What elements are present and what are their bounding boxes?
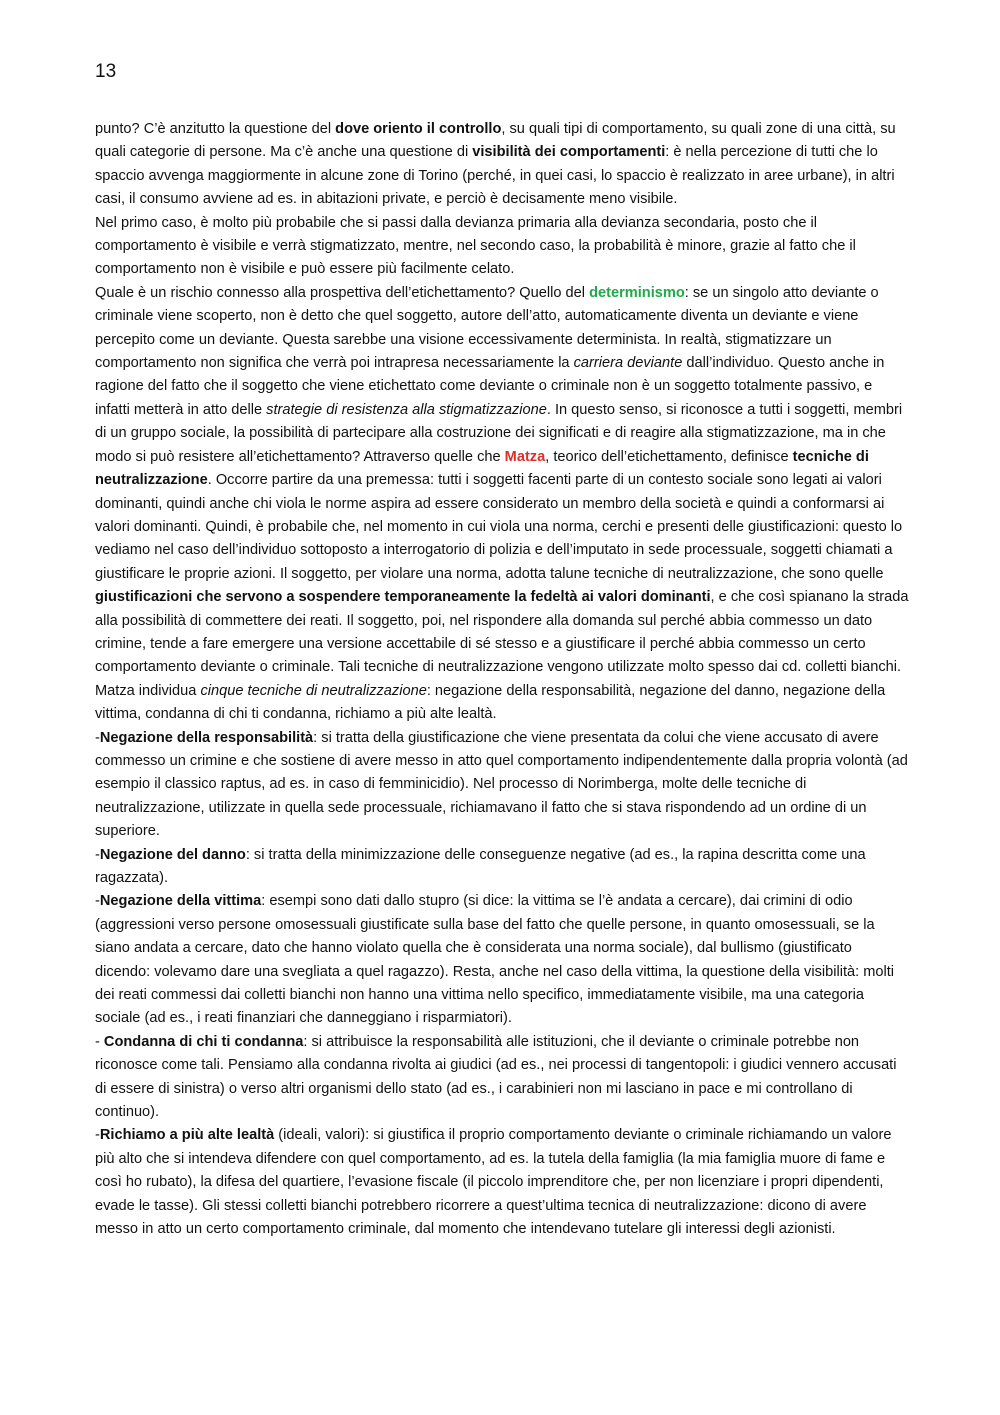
list-dash: - [95,893,100,910]
list-dash: - [95,846,100,863]
text-run: , teorico dell’etichettamento, definisce [545,448,793,465]
bold-term: tecniche di neutralizzazione [95,448,869,489]
text-run: (ideali, valori): si giustifica il proprio comportamento deviante o criminale richiamando un valore più alto che si intendeva difendere con quel comportamento, ad es. la tutela della famiglia (la mia famiglia muore di fame e così ho rubato), la difesa del quartiere, l’evasione fiscale (il piccolo imprenditore che, per non licenziare i propri dipendenti, evade le tasse). Gli stessi colletti bianchi potrebbero ricorrere a quest’ultima tecnica di neutralizzazione: dicono di avere messo in atto un certo comportamento criminale, dal momento che intendevano tutelare gli interessi degli azionisti. [95,1127,892,1238]
highlight-name-red: Matza [504,448,546,465]
text-run: dall’individuo. Questo anche in ragione del fatto che il soggetto che viene etichettato come deviante o criminale non è un soggetto totalmente passivo, e infatti metterà in atto delle [95,355,885,418]
list-item-damage [95,844,909,891]
page-number: 13 [95,61,117,82]
list-item-responsibility [95,727,909,844]
paragraph-determinism [95,282,909,680]
text-run: Quale è un rischio connesso alla prospettiva dell’etichettamento? Quello del [95,284,590,301]
text-run: : esempi sono dati dallo stupro (si dice: la vittima se l’è andata a cercare), dai crimini di odio (aggressioni verso persone omosessuali giustificate sulla base del fatto che quelle persone, in quanto omosessuali, se la siano andata a cercare, dato che hanno violato quella che è considerata una norma sociale), dal bullismo (giustificato dicendo: volevamo dare una svegliata a quel ragazzo). Resta, anche nel caso della vittima, la questione della visibilità: molti dei reati commessi dai colletti bianchi non hanno una vittima nello specifico, immediatamente visibile, ma una categoria sociale (ad es., i reati finanziari che danneggiano i risparmiatori). [95,893,895,1027]
bold-term: visibilità dei comportamenti [472,144,666,161]
list-dash: - [95,729,100,746]
bold-term: Condanna di chi ti condanna [103,1033,304,1050]
document-body [95,118,909,1242]
paragraph-five-techniques [95,680,909,727]
text-run: : si attribuisce la responsabilità alle istituzioni, che il deviante o criminale potrebbe non riconosce come tali. Pensiamo alla condanna rivolta ai giudici (ad es., nei processi di tangentopoli: i giudici vennero accusati di essere di sinistra) o verso altri organismi dello stato (ad es., i carabinieri non mi lasciano in pace e mi controllano di continuo). [95,1033,897,1121]
bold-term: dove oriento il controllo [335,121,502,137]
list-item-loyalties [95,1124,909,1241]
bold-term: Negazione della responsabilità [99,729,314,746]
paragraph-visibility [95,118,909,212]
text-run: . In questo senso, si riconosce a tutti i soggetti, membri di un gruppo sociale, la possibilità di partecipare alla costruzione dei significati e di reagire alla stigmatizzazione, ma in che modo si può resistere all’etichettamento? Attraverso quelle che [95,401,903,465]
text-run: . Occorre partire da una premessa: tutti i soggetti facenti parte di un contesto sociale sono legati ai valori dominanti, quindi anche chi viola le norme aspira ad essere considerato un membro della società e quindi a conformarsi ai valori dominanti. Quindi, è probabile che, nel momento in cui viola una norma, cerchi e presenti delle giustificazioni: questo lo vediamo nel caso dell’individuo sottoposto a interrogatorio di polizia e dell’imputato in sede processuale, soggetti chiamati a giustificare le proprie azioni. Il soggetto, per violare una norma, adotta talune tecniche di neutralizzazione, che sono quelle [95,472,903,582]
italic-term: strategie di resistenza alla stigmatizzazione [266,401,547,418]
italic-term: cinque tecniche di neutralizzazione [200,682,427,699]
bold-term: Negazione del danno [99,846,246,863]
text-run: punto? C’è anzitutto la questione del [95,121,336,137]
text-run: , su quali tipi di comportamento, su quali zone di una città, su quali categorie di persone. Ma c’è anche una questione di [95,121,896,161]
text-run: : si tratta della giustificazione che viene presentata da colui che viene accusato di avere commesso un crimine e che sostiene di avere messo in atto quel comportamento indipendentemente dalla propria volontà (ad esempio il classico raptus, ad es. in caso di femminicidio). Nel processo di Norimberga, molte delle tecniche di neutralizzazione, utilizzate in quella sede processuale, richiamavano il fatto che si stava rispondendo ad un ordine di un superiore. [95,729,908,840]
list-dash: - [95,1033,104,1050]
text-run: Matza individua [95,682,201,699]
text-run: , e che così spianano la strada alla possibilità di commettere dei reati. Il soggetto, poi, nel rispondere alla domanda sul perché abbia commesso un dato crimine, tende a fare emergere una versione accettabile di sé stesso e a giustificare il perché abbia commesso un certo comportamento deviante o criminale. Tali tecniche di neutralizzazione vengono utilizzate molto spesso dai cd. colletti bianchi. [95,589,909,676]
text-run: : negazione della responsabilità, negazione del danno, negazione della vittima, condanna di chi ti condanna, richiamo a più alte lealtà. [95,682,886,723]
italic-term: carriera deviante [573,355,683,372]
text-run: : si tratta della minimizzazione delle conseguenze negative (ad es., la rapina descritta come una ragazzata). [95,846,866,886]
paragraph-primary-secondary: Nel primo caso, è molto più probabile che si passi dalla devianza primaria alla devianza secondaria, posto che il comportamento è visibile e verrà stigmatizzato, mentre, nel secondo caso, la probabilità è minore, grazie al fatto che il comportamento non è visibile e può essere più facilmente celato. [95,214,856,278]
bold-term: giustificazioni che servono a sospendere temporaneamente la fedeltà ai valori dominanti [95,589,711,606]
text-run: : se un singolo atto deviante o criminale viene scoperto, non è detto che quel soggetto, autore dell’atto, automaticamente diventa un deviante e viene percepito come un deviante. Questa sarebbe una visione eccessivamente determinista. In realtà, stigmatizzare un comportamento non significa che verrà poi intrapresa necessariamente la [95,284,879,372]
highlight-term-green: determinismo [589,284,685,301]
list-item-condemn [95,1031,909,1125]
text-run: : è nella percezione di tutti che lo spaccio avvenga maggiormente in alcune zone di Torino (perché, in quei casi, lo spaccio è realizzato in aree urbane), in altri casi, il consumo avviene ad es. in abitazioni private, e perciò è decisamente meno visibile. [95,144,895,208]
list-dash: - [95,1127,100,1144]
bold-term: Negazione della vittima [99,893,262,910]
bold-term: Richiamo a più alte lealtà [99,1127,275,1144]
list-item-victim [95,890,909,1030]
